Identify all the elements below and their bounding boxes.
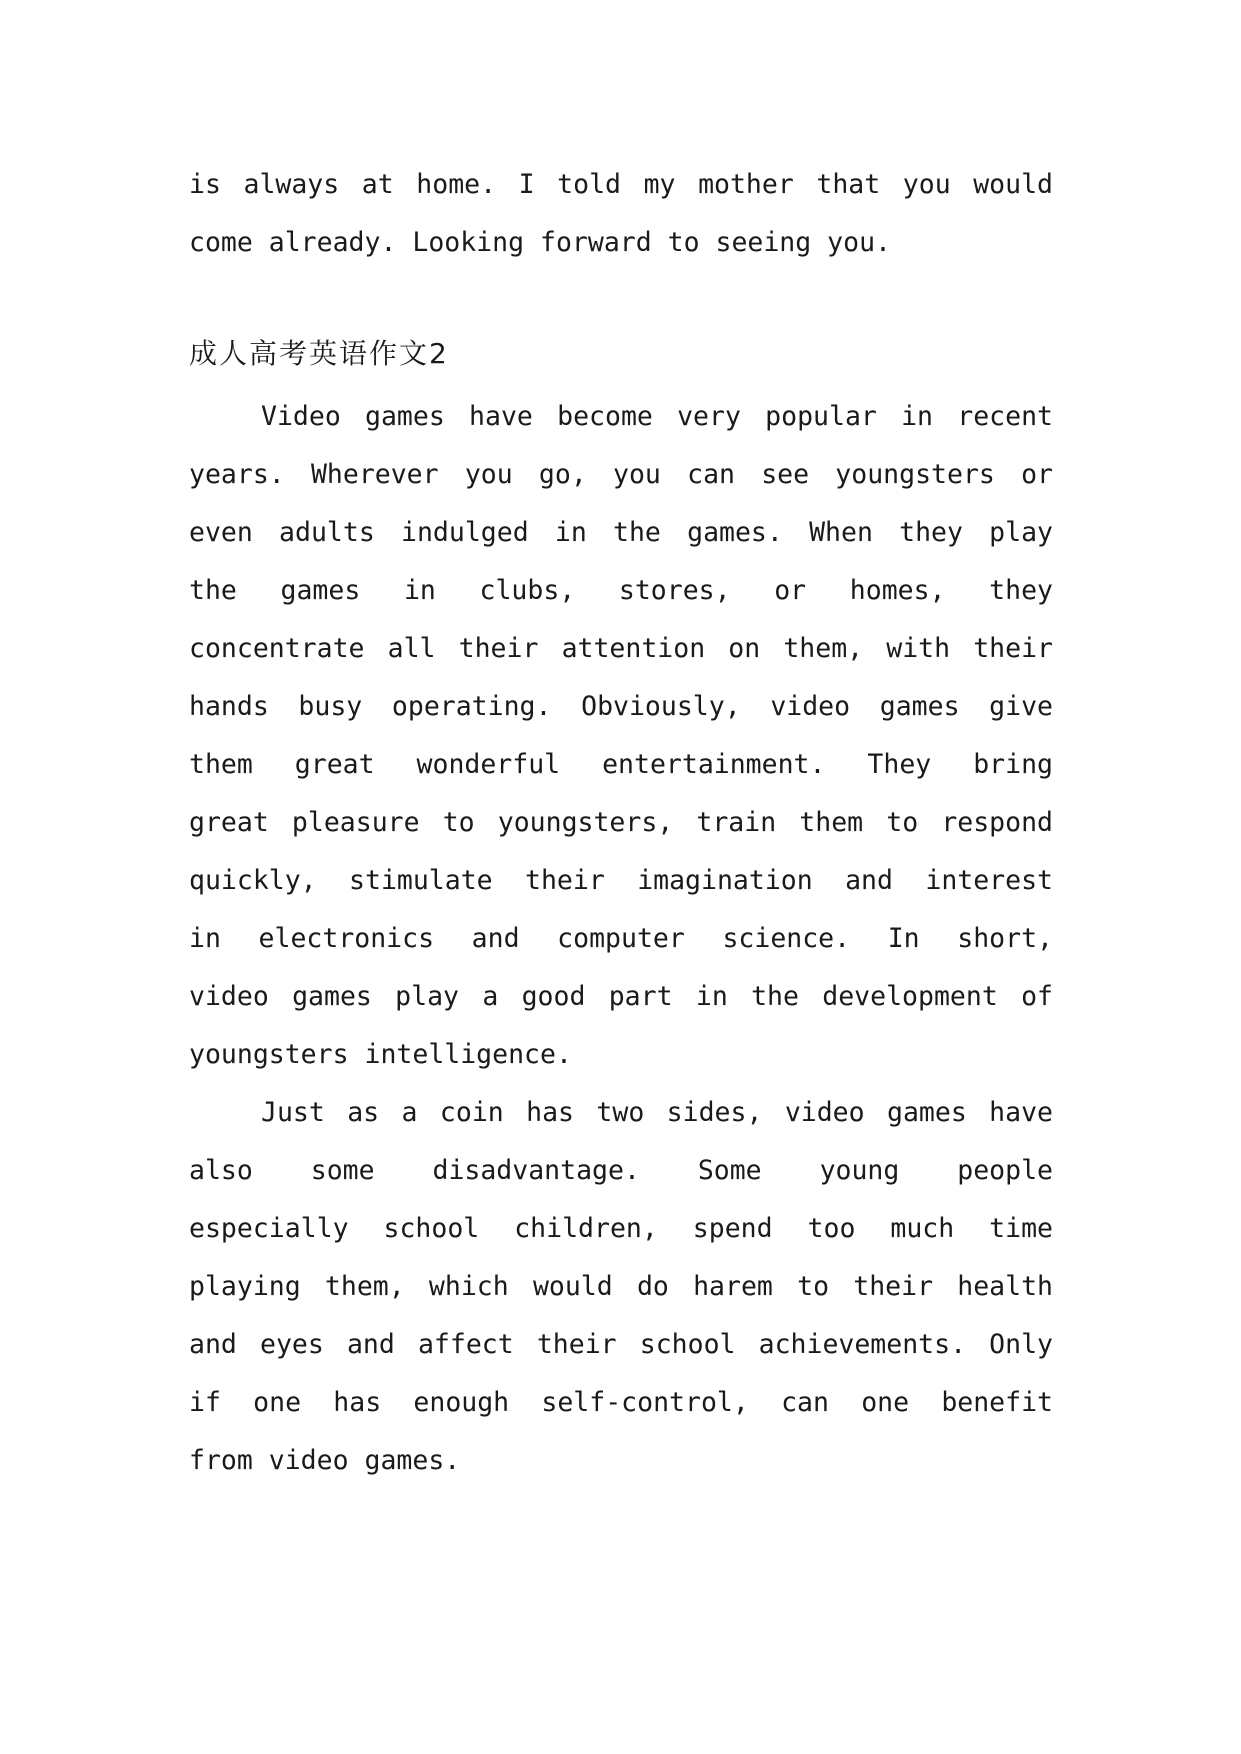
text-line: especially school children, spend too much time — [189, 1213, 1053, 1244]
text-line: if one has enough self-control, can one benefit — [189, 1387, 1053, 1418]
text-line: Video games have become very popular in recent — [261, 401, 1053, 432]
paragraph-video-games-drawbacks — [189, 1084, 1053, 1490]
text-line: even adults indulged in the games. When they play — [189, 517, 1053, 548]
text-line: the games in clubs, stores, or homes, they — [189, 575, 1053, 606]
text-line: from video games. — [189, 1445, 461, 1476]
text-line: playing them, which would do harem to their health — [189, 1271, 1053, 1302]
text-line: concentrate all their attention on them, with their — [189, 633, 1053, 664]
text-line: is always at home. I told my mother that you would — [189, 169, 1053, 200]
paragraph-video-games-benefits — [189, 388, 1053, 1084]
text-line: great pleasure to youngsters, train them to respond — [189, 807, 1053, 838]
text-line: years. Wherever you go, you can see youngsters or — [189, 459, 1053, 490]
text-line: them great wonderful entertainment. They bring — [189, 749, 1053, 780]
text-line: and eyes and affect their school achievements. Only — [189, 1329, 1053, 1360]
intro-paragraph — [189, 156, 1053, 272]
text-line: also some disadvantage. Some young people — [189, 1155, 1053, 1186]
text-line: in electronics and computer science. In short, — [189, 923, 1053, 954]
text-line: Just as a coin has two sides, video games have — [261, 1097, 1053, 1128]
text-line: come already. Looking forward to seeing you. — [189, 227, 891, 258]
text-line: youngsters intelligence. — [189, 1039, 572, 1070]
text-line: video games play a good part in the development of — [189, 981, 1053, 1012]
text-line: quickly, stimulate their imagination and interest — [189, 865, 1053, 896]
text-line: hands busy operating. Obviously, video games give — [189, 691, 1053, 722]
section-title: 成人高考英语作文2 — [189, 337, 449, 370]
